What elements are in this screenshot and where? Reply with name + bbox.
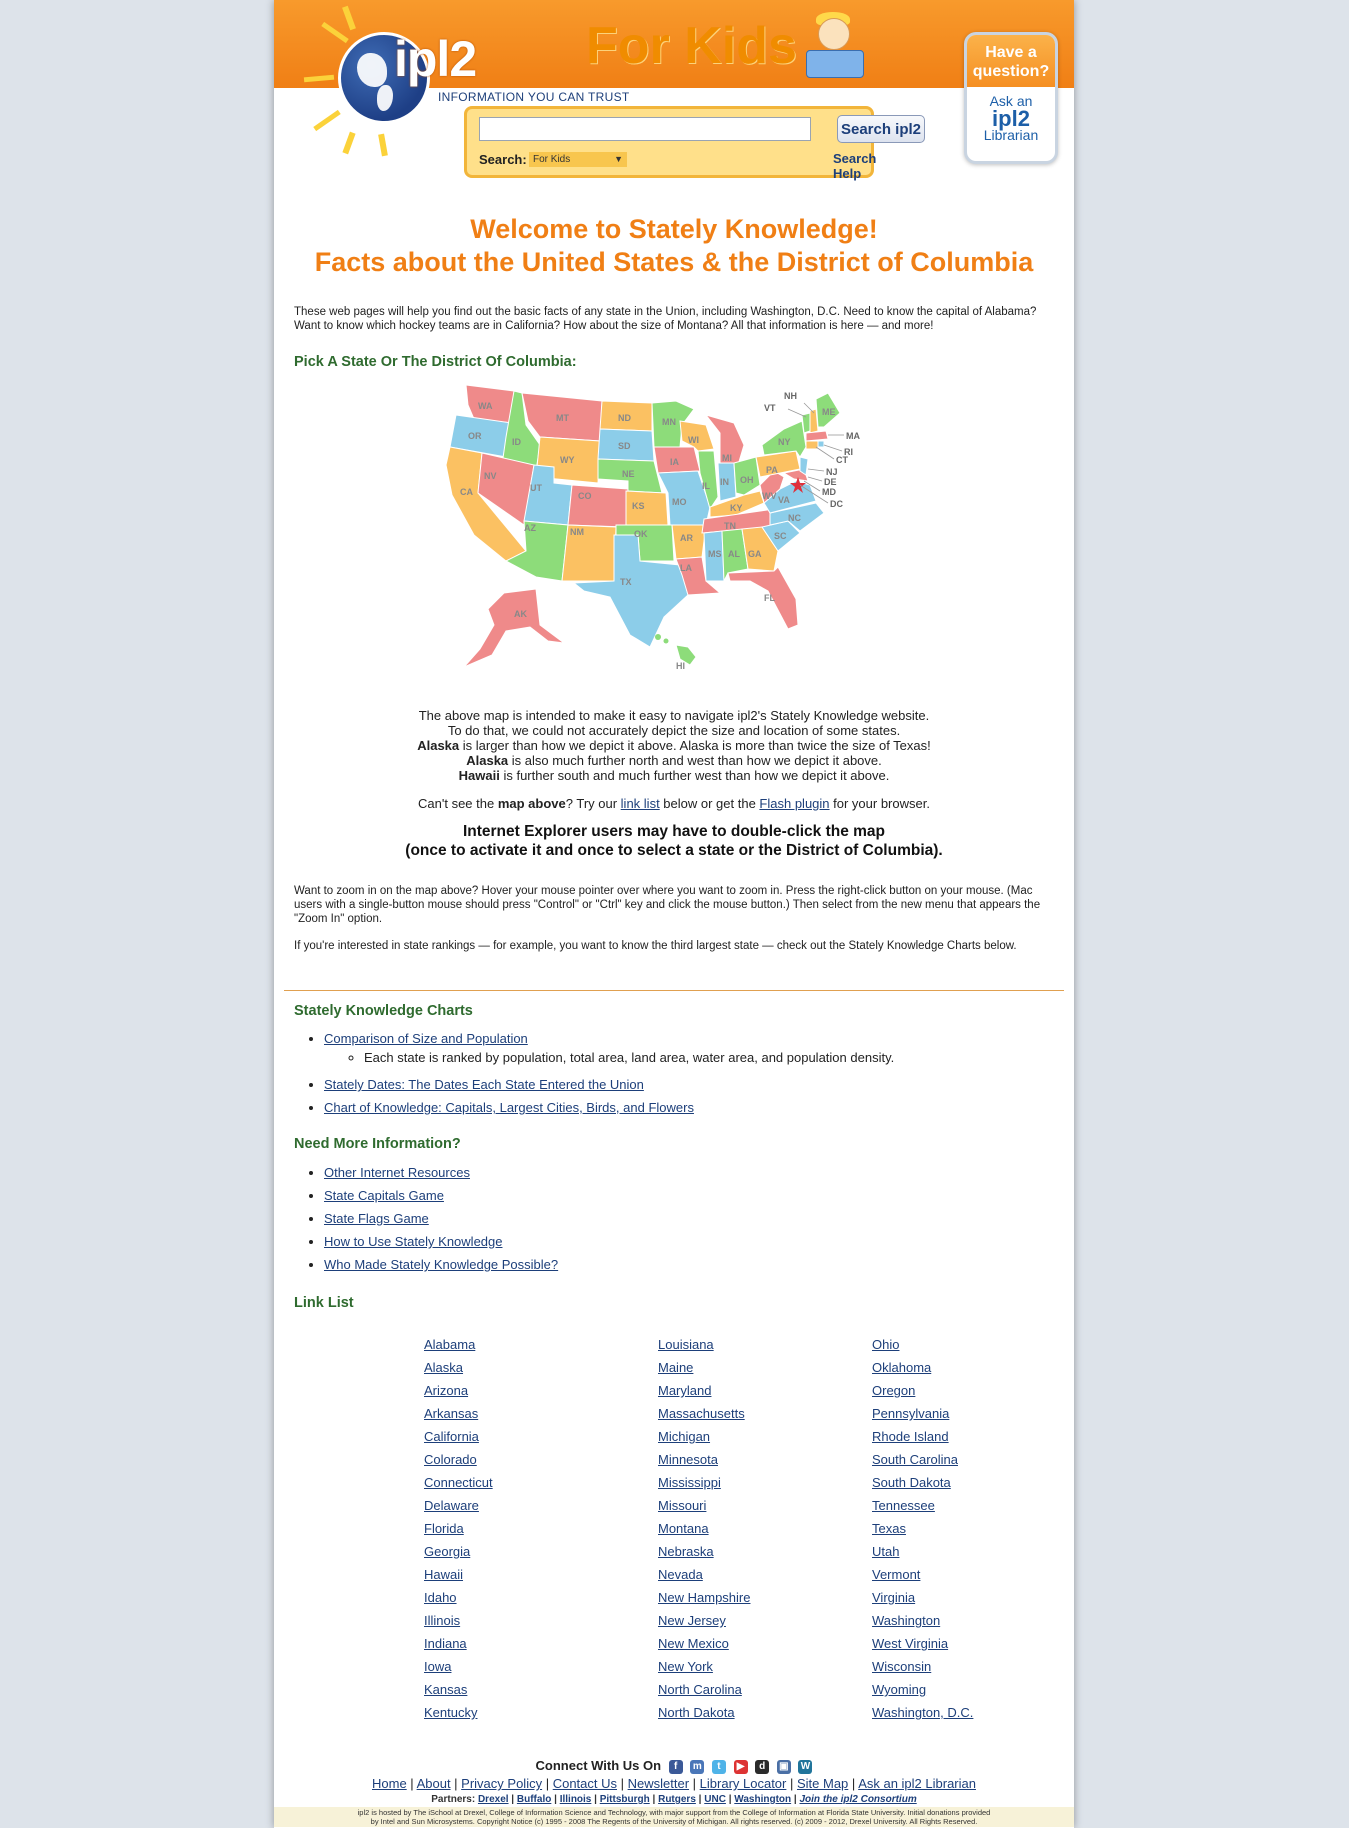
list-item xyxy=(872,1402,973,1425)
hi-island xyxy=(655,634,661,640)
map-note-line3: Alaska is larger than how we depict it above. Alaska is more than twice the size of Texas! xyxy=(417,738,931,753)
svg-text:NH: NH xyxy=(784,391,797,401)
legal-line2: by Intel and Sun Microsystems. Copyright Notice (c) 1995 - 2008 The Regents of the University of Michigan. All rights reserved. (c) 2009 - 2012, Drexel University. All Rights Reserved. xyxy=(370,1817,978,1826)
list-item xyxy=(424,1586,493,1609)
chart-link-stately-dates[interactable]: Stately Dates: The Dates Each State Entered the Union xyxy=(324,1077,644,1092)
state-link[interactable]: Florida xyxy=(424,1521,464,1536)
delicious-icon[interactable]: d xyxy=(755,1760,769,1774)
youtube-icon[interactable]: ▶ xyxy=(734,1760,748,1774)
state-ri xyxy=(818,441,824,447)
search-input[interactable] xyxy=(479,117,811,141)
partner-separator: | xyxy=(551,1794,560,1805)
state-link[interactable]: New Jersey xyxy=(658,1613,726,1628)
state-link[interactable]: Alabama xyxy=(424,1337,476,1352)
ask-box-bottom xyxy=(967,93,1055,144)
state-link[interactable]: Missouri xyxy=(658,1498,707,1513)
list-item xyxy=(424,1471,493,1494)
svg-text:ME: ME xyxy=(822,407,836,417)
ask-line2: question? xyxy=(972,63,1050,80)
list-item xyxy=(872,1655,973,1678)
footer-nav-link[interactable]: Ask an ipl2 Librarian xyxy=(858,1776,976,1791)
map-note-line1: The above map is intended to make it easy to navigate ipl2's Stately Knowledge website. xyxy=(418,708,930,723)
us-map-svg[interactable] xyxy=(444,385,874,685)
list-item xyxy=(324,1230,558,1253)
page-container xyxy=(274,0,1074,1828)
connect-label: Connect With Us On xyxy=(535,1758,662,1773)
for-kids-title: For Kids xyxy=(586,17,797,75)
search-scope-select[interactable] xyxy=(529,152,627,167)
state-link[interactable]: Massachusetts xyxy=(658,1406,745,1421)
svg-text:WA: WA xyxy=(478,401,493,411)
more-info-link[interactable]: State Flags Game xyxy=(324,1211,429,1226)
svg-text:DC: DC xyxy=(830,499,843,509)
search-button[interactable]: Search ipl2 xyxy=(837,115,925,143)
map-note-line2: To do that, we could not accurately depict the size and location of some states. xyxy=(447,723,901,738)
footer-nav-link[interactable]: Contact Us xyxy=(552,1776,618,1791)
state-link[interactable]: Indiana xyxy=(424,1636,467,1651)
state-link[interactable]: Kentucky xyxy=(424,1705,478,1720)
list-item xyxy=(424,1701,493,1724)
list-item xyxy=(424,1379,493,1402)
list-item xyxy=(872,1425,973,1448)
svg-text:MT: MT xyxy=(556,413,569,423)
partner-link[interactable]: Buffalo xyxy=(516,1794,552,1805)
partner-link[interactable]: Illinois xyxy=(559,1794,592,1805)
state-link[interactable]: Nevada xyxy=(658,1567,703,1582)
state-link[interactable]: Virginia xyxy=(872,1590,916,1605)
more-info-link[interactable]: How to Use Stately Knowledge xyxy=(324,1234,503,1249)
map-note-line4: Alaska is also much further north and west than how we depict it above. xyxy=(466,753,882,768)
state-nj xyxy=(800,457,808,475)
us-state-map[interactable] xyxy=(444,385,874,685)
pick-state-heading: Pick A State Or The District Of Columbia: xyxy=(294,354,577,370)
state-link[interactable]: Georgia xyxy=(424,1544,471,1559)
list-item xyxy=(872,1632,973,1655)
svg-text:DE: DE xyxy=(824,477,837,487)
search-help-link[interactable]: Search Help xyxy=(833,151,877,181)
search-label: Search: xyxy=(479,152,527,167)
svg-text:MA: MA xyxy=(846,431,860,441)
svg-text:OR: OR xyxy=(468,431,482,441)
list-item xyxy=(324,1184,558,1207)
list-item xyxy=(324,1161,558,1184)
list-item xyxy=(658,1678,750,1701)
svg-text:RI: RI xyxy=(844,447,853,457)
title-line1: Welcome to Stately Knowledge! xyxy=(470,214,878,244)
svg-text:CT: CT xyxy=(836,455,848,465)
partner-link[interactable]: Washington xyxy=(734,1794,792,1805)
list-item xyxy=(424,1655,493,1678)
svg-text:IA: IA xyxy=(670,457,679,467)
intro-paragraph: These web pages will help you find out the basic facts of any state in the Union, including Washington, D.C. Need to know the capital of Alabama? Want to know which hockey teams are in California? How about the size of Montana? All that information is here — and more! xyxy=(294,306,1037,332)
title-line2: Facts about the United States & the District of Columbia xyxy=(314,247,1034,277)
list-item xyxy=(424,1678,493,1701)
list-item xyxy=(658,1494,750,1517)
state-link[interactable]: Montana xyxy=(658,1521,709,1536)
list-item xyxy=(658,1448,750,1471)
list-item xyxy=(872,1517,973,1540)
svg-text:MD: MD xyxy=(822,487,836,497)
state-link[interactable]: Alaska xyxy=(424,1360,464,1375)
svg-text:IL: IL xyxy=(702,481,710,491)
svg-text:OH: OH xyxy=(740,475,754,485)
state-link[interactable]: Connecticut xyxy=(424,1475,493,1490)
charts-sublist xyxy=(324,1050,894,1065)
svg-text:ID: ID xyxy=(512,437,521,447)
partner-separator: | xyxy=(695,1794,705,1805)
list-item xyxy=(872,1563,973,1586)
svg-text:VA: VA xyxy=(778,495,790,505)
state-co xyxy=(568,485,628,527)
list-item xyxy=(424,1632,493,1655)
list-item xyxy=(872,1609,973,1632)
state-link[interactable]: Michigan xyxy=(658,1429,711,1444)
svg-text:NY: NY xyxy=(778,437,791,447)
partner-link[interactable]: Rutgers xyxy=(658,1794,696,1805)
list-item xyxy=(658,1425,750,1448)
state-link[interactable]: Louisiana xyxy=(658,1337,714,1352)
svg-text:LA: LA xyxy=(680,563,692,573)
charts-list xyxy=(304,1027,894,1119)
search-scope-value: For Kids xyxy=(533,154,571,165)
svg-text:AK: AK xyxy=(514,609,527,619)
list-item xyxy=(424,1448,493,1471)
list-item xyxy=(424,1356,493,1379)
state-link[interactable]: Maryland xyxy=(658,1383,712,1398)
more-info-link[interactable]: Other Internet Resources xyxy=(324,1165,470,1180)
ask-line1: Have a xyxy=(985,44,1037,61)
svg-text:MI: MI xyxy=(722,453,732,463)
footer-nav-link[interactable]: Home xyxy=(372,1776,407,1791)
state-link[interactable]: Arizona xyxy=(424,1383,469,1398)
legal-notice xyxy=(274,1807,1074,1827)
header xyxy=(274,0,1074,185)
list-item xyxy=(658,1356,750,1379)
kid-reading-icon xyxy=(804,10,864,82)
state-link[interactable]: New York xyxy=(658,1659,713,1674)
link-list-heading: Link List xyxy=(294,1295,354,1311)
partner-separator: | xyxy=(791,1794,800,1805)
page-title xyxy=(274,213,1074,279)
svg-text:IN: IN xyxy=(720,477,729,487)
connect-row xyxy=(274,1758,1074,1774)
state-ma xyxy=(806,431,828,441)
list-item xyxy=(872,1586,973,1609)
nav-separator: | xyxy=(848,1776,859,1791)
partner-separator: | xyxy=(649,1794,659,1805)
state-link[interactable]: North Dakota xyxy=(658,1705,735,1720)
state-link[interactable]: Oklahoma xyxy=(872,1360,932,1375)
list-item xyxy=(658,1655,750,1678)
svg-text:GA: GA xyxy=(748,549,762,559)
svg-text:VT: VT xyxy=(764,403,776,413)
list-item xyxy=(872,1379,973,1402)
section-divider xyxy=(284,990,1064,991)
svg-text:CO: CO xyxy=(578,491,592,501)
nav-separator: | xyxy=(450,1776,462,1791)
state-link[interactable]: Idaho xyxy=(424,1590,457,1605)
state-link[interactable]: New Mexico xyxy=(658,1636,729,1651)
state-link[interactable]: South Carolina xyxy=(872,1452,958,1467)
state-link[interactable]: Rhode Island xyxy=(872,1429,949,1444)
partner-link[interactable]: Drexel xyxy=(477,1794,509,1805)
state-link[interactable]: North Carolina xyxy=(658,1682,742,1697)
svg-text:AL: AL xyxy=(728,549,740,559)
state-fl xyxy=(728,567,798,629)
ask-line3: Ask an xyxy=(989,93,1033,109)
list-item xyxy=(658,1701,750,1724)
list-item xyxy=(658,1609,750,1632)
list-item xyxy=(658,1517,750,1540)
list-item xyxy=(872,1448,973,1471)
hi-island xyxy=(664,639,669,644)
link-list-link[interactable]: link list xyxy=(620,796,660,811)
svg-text:NC: NC xyxy=(788,513,801,523)
svg-text:UT: UT xyxy=(530,483,542,493)
state-link[interactable]: Wisconsin xyxy=(872,1659,932,1674)
svg-text:WI: WI xyxy=(688,435,699,445)
svg-text:SC: SC xyxy=(774,531,787,541)
list-item xyxy=(424,1402,493,1425)
svg-text:FL: FL xyxy=(764,593,775,603)
state-link[interactable]: Texas xyxy=(872,1521,906,1536)
more-info-link[interactable]: Who Made Stately Knowledge Possible? xyxy=(324,1257,559,1272)
ask-line4: Librarian xyxy=(983,127,1039,143)
list-item xyxy=(324,1027,894,1065)
svg-text:HI: HI xyxy=(676,661,685,671)
myspace-icon[interactable]: m xyxy=(690,1760,704,1774)
list-item xyxy=(324,1073,894,1096)
partner-link[interactable]: Pittsburgh xyxy=(599,1794,650,1805)
nav-separator: | xyxy=(406,1776,417,1791)
link-list-col3 xyxy=(872,1333,973,1724)
partner-separator: | xyxy=(591,1794,600,1805)
more-info-heading: Need More Information? xyxy=(294,1136,461,1152)
list-item xyxy=(872,1701,973,1724)
svg-text:MN: MN xyxy=(662,417,676,427)
list-item xyxy=(872,1540,973,1563)
state-link[interactable]: Washington xyxy=(872,1613,941,1628)
list-item xyxy=(658,1333,750,1356)
state-link[interactable]: Maine xyxy=(658,1360,694,1375)
footer-nav-link[interactable]: Newsletter xyxy=(627,1776,690,1791)
state-link[interactable]: Colorado xyxy=(424,1452,477,1467)
svg-text:NM: NM xyxy=(570,527,584,537)
list-item xyxy=(424,1517,493,1540)
ipl2-logo-text[interactable]: ipl2 xyxy=(394,31,477,87)
list-item xyxy=(424,1425,493,1448)
flickr-icon[interactable]: ▣ xyxy=(777,1760,791,1774)
nav-separator: | xyxy=(689,1776,700,1791)
tagline: INFORMATION YOU CAN TRUST xyxy=(438,90,630,104)
svg-text:KS: KS xyxy=(632,501,645,511)
join-consortium-link[interactable]: Join the ipl2 Consortium xyxy=(799,1794,917,1805)
ask-box-top xyxy=(967,35,1055,87)
list-item xyxy=(424,1494,493,1517)
svg-text:CA: CA xyxy=(460,487,473,497)
partner-separator: | xyxy=(725,1794,735,1805)
nav-separator: | xyxy=(542,1776,553,1791)
link-list-col2 xyxy=(658,1333,750,1724)
list-item xyxy=(658,1402,750,1425)
list-item xyxy=(658,1563,750,1586)
state-link[interactable]: Pennsylvania xyxy=(872,1406,950,1421)
list-item xyxy=(324,1207,558,1230)
twitter-icon[interactable]: t xyxy=(712,1760,726,1774)
list-item xyxy=(424,1540,493,1563)
svg-text:KY: KY xyxy=(730,503,743,513)
footer-nav-link[interactable]: Privacy Policy xyxy=(461,1776,543,1791)
svg-text:MO: MO xyxy=(672,497,687,507)
state-link[interactable]: West Virginia xyxy=(872,1636,949,1651)
state-link[interactable]: Iowa xyxy=(424,1659,452,1674)
list-item xyxy=(424,1609,493,1632)
state-link[interactable]: Oregon xyxy=(872,1383,916,1398)
state-link[interactable]: Nebraska xyxy=(658,1544,714,1559)
link-list-col1 xyxy=(424,1333,493,1724)
list-item xyxy=(324,1253,558,1276)
wordpress-icon[interactable]: W xyxy=(798,1760,812,1774)
footer-nav xyxy=(274,1776,1074,1791)
partners-label: Partners: xyxy=(431,1794,478,1805)
list-item xyxy=(424,1333,493,1356)
list-item xyxy=(658,1540,750,1563)
svg-text:AZ: AZ xyxy=(524,523,536,533)
partner-link[interactable]: UNC xyxy=(704,1794,726,1805)
state-link[interactable]: Delaware xyxy=(424,1498,479,1513)
list-item xyxy=(658,1632,750,1655)
svg-text:WV: WV xyxy=(762,491,777,501)
state-link[interactable]: Utah xyxy=(872,1544,900,1559)
state-link[interactable]: Mississippi xyxy=(658,1475,721,1490)
list-item xyxy=(324,1096,894,1119)
list-item xyxy=(872,1678,973,1701)
svg-text:OK: OK xyxy=(634,529,648,539)
ie-note xyxy=(274,822,1074,860)
svg-text:NE: NE xyxy=(622,469,635,479)
dropdown-arrow-icon: ▼ xyxy=(614,154,623,164)
sub-list-item: ◦ Each state is ranked by population, total area, land area, water area, and population density. xyxy=(364,1050,894,1065)
more-info-link[interactable]: State Capitals Game xyxy=(324,1188,444,1203)
footer-nav-link[interactable]: About xyxy=(416,1776,451,1791)
partners-row xyxy=(274,1794,1074,1805)
state-ak xyxy=(464,589,564,667)
state-link[interactable]: Illinois xyxy=(424,1613,461,1628)
list-item xyxy=(424,1563,493,1586)
rankings-paragraph: If you're interested in state rankings — for example, you want to know the third largest state — check out the Stately Knowledge Charts below. xyxy=(294,940,1017,952)
legal-line1: ipl2 is hosted by The iSchool at Drexel, College of Information Science and Technology, with major support from the College of Information at Florida State University. Initial donations provided xyxy=(357,1808,991,1817)
ask-librarian-button[interactable] xyxy=(964,32,1058,164)
footer-nav-link[interactable]: Library Locator xyxy=(699,1776,787,1791)
map-note xyxy=(274,708,1074,783)
more-info-list xyxy=(304,1161,558,1276)
list-item xyxy=(872,1333,973,1356)
ie-note-line1: Internet Explorer users may have to double-click the map xyxy=(462,823,886,840)
ask-ipl2-logo: ipl2 xyxy=(992,106,1030,131)
flash-plugin-link[interactable]: Flash plugin xyxy=(759,796,830,811)
list-item xyxy=(872,1471,973,1494)
list-item xyxy=(658,1379,750,1402)
state-link[interactable]: Hawaii xyxy=(424,1567,464,1582)
nav-separator: | xyxy=(617,1776,628,1791)
svg-text:TX: TX xyxy=(620,577,632,587)
svg-text:PA: PA xyxy=(766,465,778,475)
svg-text:ND: ND xyxy=(618,413,631,423)
list-item xyxy=(658,1586,750,1609)
svg-text:MS: MS xyxy=(708,549,722,559)
state-link[interactable]: New Hampshire xyxy=(658,1590,751,1605)
svg-text:NV: NV xyxy=(484,471,497,481)
charts-heading: Stately Knowledge Charts xyxy=(294,1003,473,1019)
chart-link-size-population[interactable]: Comparison of Size and Population xyxy=(324,1031,528,1046)
state-link[interactable]: California xyxy=(424,1429,479,1444)
list-item xyxy=(872,1356,973,1379)
state-ct xyxy=(806,441,818,449)
svg-text:NJ: NJ xyxy=(826,467,838,477)
state-link[interactable]: Washington, D.C. xyxy=(872,1705,974,1720)
nav-separator: | xyxy=(786,1776,797,1791)
svg-text:WY: WY xyxy=(560,455,575,465)
svg-text:TN: TN xyxy=(724,521,736,531)
search-box xyxy=(464,106,922,181)
ie-note-line2: (once to activate it and once to select a state or the District of Columbia). xyxy=(405,842,943,859)
state-link[interactable]: Minnesota xyxy=(658,1452,718,1467)
state-link[interactable]: Arkansas xyxy=(424,1406,479,1421)
state-link[interactable]: South Dakota xyxy=(872,1475,951,1490)
map-note-line5: Hawaii is further south and much further west than how we depict it above. xyxy=(458,768,890,783)
facebook-icon[interactable]: f xyxy=(669,1760,683,1774)
cant-see-map-note: Can't see the map above? Try our link list below or get the Flash plugin for your browser. xyxy=(418,796,930,811)
state-link[interactable]: Kansas xyxy=(424,1682,468,1697)
footer-nav-link[interactable]: Site Map xyxy=(796,1776,849,1791)
state-link[interactable]: Tennessee xyxy=(872,1498,935,1513)
chart-link-chart-of-knowledge[interactable]: Chart of Knowledge: Capitals, Largest Cities, Birds, and Flowers xyxy=(324,1100,694,1115)
state-link[interactable]: Wyoming xyxy=(872,1682,927,1697)
svg-text:AR: AR xyxy=(680,533,693,543)
zoom-paragraph: Want to zoom in on the map above? Hover your mouse pointer over where you want to zoom in. Press the right-click button on your mouse. (Mac users with a single-button mouse should press "Control" or "Ctrl" key and click the mouse button.) Then select from the new menu that appears the "Zoom In" option. xyxy=(294,885,1041,925)
state-link[interactable]: Ohio xyxy=(872,1337,900,1352)
partner-separator: | xyxy=(508,1794,517,1805)
list-item xyxy=(872,1494,973,1517)
list-item xyxy=(658,1471,750,1494)
state-link[interactable]: Vermont xyxy=(872,1567,921,1582)
svg-text:SD: SD xyxy=(618,441,631,451)
